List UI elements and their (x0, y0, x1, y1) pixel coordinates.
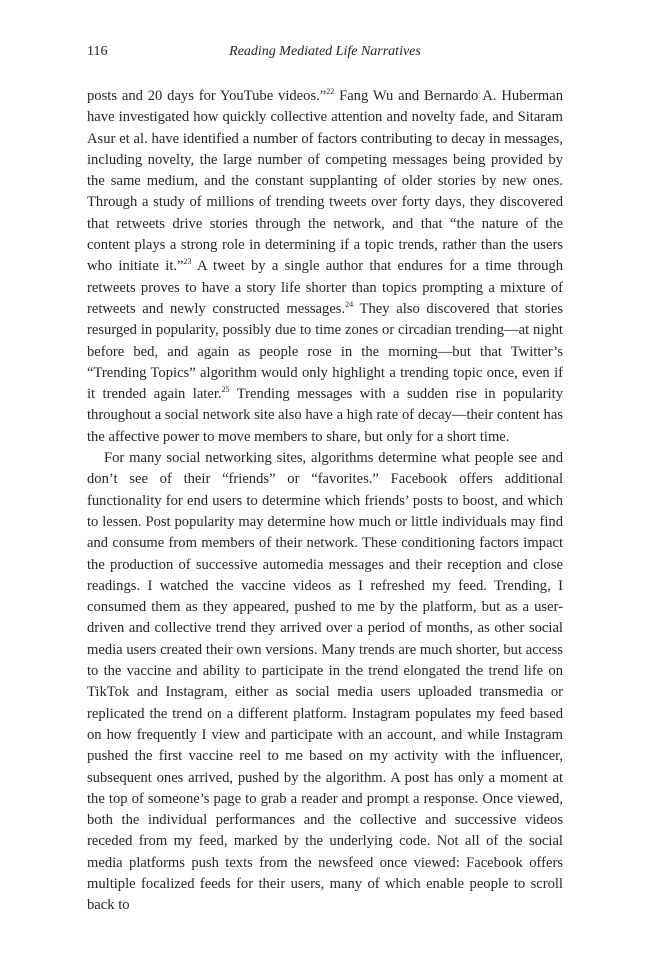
running-title: Reading Mediated Life Narratives (229, 44, 421, 59)
text-segment: posts and 20 days for YouTube videos.” (87, 88, 327, 104)
paragraph (87, 448, 563, 917)
page-header (87, 44, 563, 64)
text-segment: For many social networking sites, algorithms determine what people see and don’t see of their “friends” or “favorites.” Facebook offers additional functionality for end users to determine which friends’ posts to boost, and which to lessen. Post popularity may determine how much or little individuals may find and consume from members of their network. These conditioning factors impact the production of successive automedia messages and their reception and close readings. I watched the vaccine videos as I refreshed my feed. Trending, I consumed them as they appeared, pushed to me by the platform, but as a user-driven and collective trend they arrived over a period of months, as other social media users created their own versions. Many trends are much shorter, but access to the vaccine and ability to participate in the trend elongated the trend life on TikTok and Instagram, either as social media users uploaded transmedia or replicated the trend on a different platform. Instagram populates my feed based on how frequently I view and participate with an account, and while Instagram pushed the first vaccine reel to me based on my activity with the influencer, subsequent ones arrived, pushed by the algorithm. A post has only a moment at the top of someone’s page to grab a reader and prompt a response. Once viewed, both the individual performances and the collective and successive videos receded from my feed, marked by the underlying code. Not all of the social media platforms push texts from the newsfeed once viewed: Facebook offers multiple focalized feeds for their users, many of which enable people to scroll back to (87, 450, 563, 914)
page-number: 116 (87, 44, 108, 59)
footnote-ref[interactable]: 23 (183, 257, 192, 267)
text-segment: Trending messages with a sudden rise in popularity throughout a social network site also have a high rate of decay—their content has the affective power to move members to share, but only for a short time. (87, 386, 564, 445)
footnote-ref[interactable]: 24 (345, 299, 354, 309)
text-segment: They also discovered that stories resurged in popularity, possibly due to time zones or circadian trending—at night before bed, and again as people rose in the morning—but that Twitter’s “Trending Topics” algorithm would only highlight a trending topic once, even if it trended again later. (87, 300, 563, 403)
footnote-ref[interactable]: 22 (326, 87, 335, 96)
text-segment: Fang Wu and Bernardo A. Huberman have investigated how quickly collective attention and novelty fade, and Sitaram Asur et al. have identified a number of factors contributing to decay in messages, including novelty, the large number of competing messages being provided by the same medium, and the constant supplanting of older stories by new ones. Through a study of millions of trending tweets over forty days, they discovered that retweets drive stories through the network, and that “the nature of the content plays a strong role in determining if a topic trends, rather than the users who initiate it.” (87, 88, 563, 275)
paragraph (87, 86, 563, 448)
text-segment: A tweet by a single author that endures for a time through retweets proves to have a story life shorter than topics prompting a mixture of retweets and newly constructed messages. (87, 258, 563, 317)
footnote-ref[interactable]: 25 (221, 385, 230, 395)
body-text (87, 86, 563, 917)
